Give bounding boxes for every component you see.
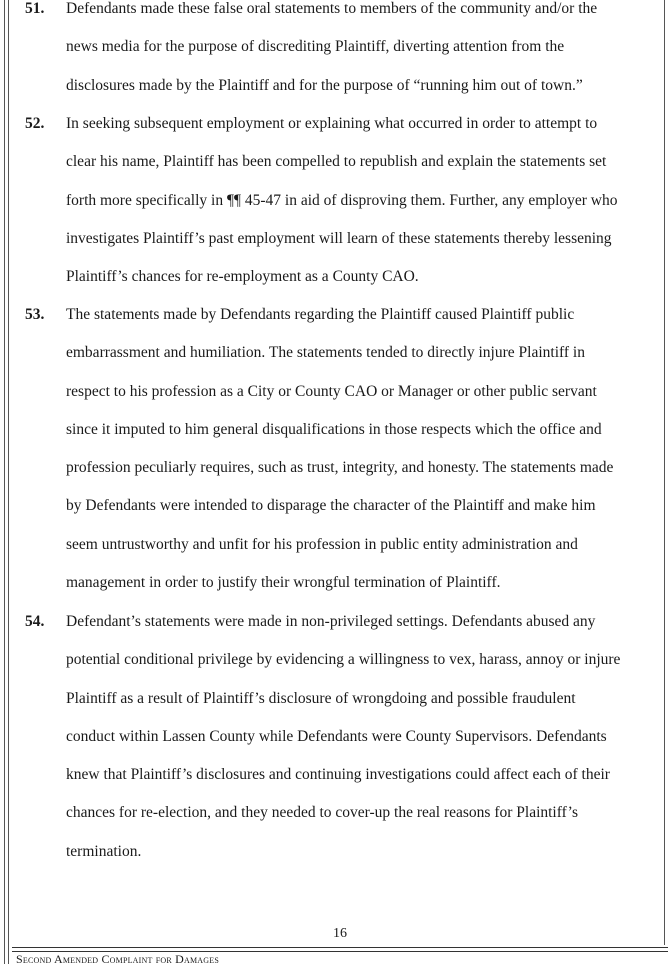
text-line: forth more specifically in ¶¶ 45-47 in aid of disproving them. Further, any employer who <box>66 191 618 209</box>
paragraph-text <box>66 603 666 871</box>
text-line: seem untrustworthy and unfit for his profession in public entity administration and <box>66 535 578 553</box>
text-line: disclosures made by the Plaintiff and for the purpose of “running him out of town.” <box>66 76 583 94</box>
text-line: embarrassment and humiliation. The statements tended to directly injure Plaintiff in <box>66 344 585 362</box>
text-line: In seeking subsequent employment or explaining what occurred in order to attempt to <box>66 115 598 132</box>
text-line: The statements made by Defendants regarding the Plaintiff caused Plaintiff public <box>66 306 575 323</box>
text-line: clear his name, Plaintiff has been compelled to republish and explain the statements set <box>66 153 607 171</box>
text-line: management in order to justify their wrongful termination of Plaintiff. <box>66 574 501 592</box>
left-margin-line-inner <box>8 0 9 964</box>
text-line: news media for the purpose of discrediting Plaintiff, diverting attention from the <box>66 38 565 56</box>
text-line: Defendants made these false oral statements to members of the community and/or the <box>66 0 598 17</box>
page-number: 16 <box>333 926 347 941</box>
left-margin-line-outer <box>4 0 5 964</box>
paragraph-text <box>66 0 666 105</box>
text-line: termination. <box>66 842 142 860</box>
paragraph-text <box>66 296 666 602</box>
text-line: by Defendants were intended to disparage the character of the Plaintiff and make him <box>66 497 596 515</box>
text-line: since it imputed to him general disqualifications in those respects which the office and <box>66 420 602 438</box>
text-line: respect to his profession as a City or County CAO or Manager or other public servant <box>66 382 597 400</box>
paragraph-number: 52. <box>25 115 45 132</box>
footer-document-title: Second Amended Complaint for Damages <box>16 952 219 966</box>
text-line: Defendant’s statements were made in non-privileged settings. Defendants abused any <box>66 613 596 630</box>
text-line: Plaintiff as a result of Plaintiff’s disclosure of wrongdoing and possible fraudulent <box>66 689 576 707</box>
text-line: potential conditional privilege by evidencing a willingness to vex, harass, annoy or injure <box>66 651 621 669</box>
text-line: chances for re-election, and they needed to cover-up the real reasons for Plaintiff’s <box>66 804 578 822</box>
paragraph-text <box>66 105 666 296</box>
paragraph-number: 53. <box>25 306 45 323</box>
footer-rule-top <box>12 947 668 948</box>
text-line: Plaintiff’s chances for re-employment as a County CAO. <box>66 268 419 286</box>
text-line: knew that Plaintiff’s disclosures and continuing investigations could affect each of their <box>66 766 610 784</box>
text-line: investigates Plaintiff’s past employment will learn of these statements thereby lessening <box>66 229 612 247</box>
paragraph-number: 51. <box>25 0 45 17</box>
text-line: profession peculiarly requires, such as trust, integrity, and honesty. The statements made <box>66 459 614 477</box>
text-line: conduct within Lassen County while Defendants were County Supervisors. Defendants <box>66 727 607 745</box>
paragraph-number: 54. <box>25 613 45 630</box>
